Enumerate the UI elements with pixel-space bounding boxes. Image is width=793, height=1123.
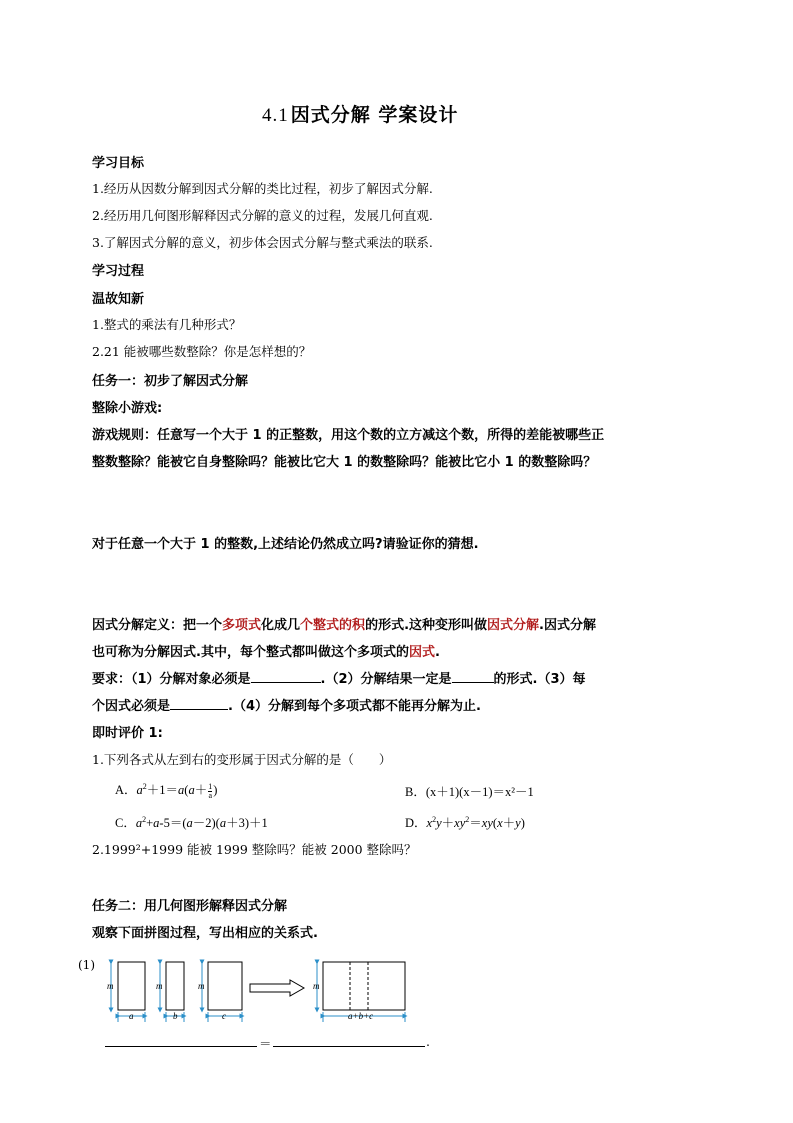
label-m: m [156, 981, 163, 991]
def-highlight-polynomial: 多项式 [222, 618, 262, 633]
option-label: B． [405, 785, 426, 799]
definition-line1 [92, 614, 596, 633]
title-number: 4.1 [262, 105, 289, 126]
req-text: 的形式.（3）每 [493, 672, 586, 687]
equals-sign: ＝ [259, 1036, 272, 1051]
def-text: 因式分解定义：把一个 [92, 618, 223, 633]
review-item: 1.整式的乘法有几种形式？ [92, 317, 242, 332]
review-heading: 温故知新 [92, 292, 145, 307]
label-m: m [198, 981, 205, 991]
end-dot: . [426, 1034, 430, 1049]
answer-line-right[interactable] [273, 1046, 425, 1047]
task1-heading: 任务一：初步了解因式分解 [92, 374, 249, 389]
figure-label: (1) [78, 958, 95, 972]
answer-blank[interactable] [251, 670, 321, 683]
task2-instruction: 观察下面拼图过程，写出相应的关系式. [92, 926, 318, 941]
eval1-question1: 1.下列各式从左到右的变形属于因式分解的是（ ） [92, 752, 392, 767]
option-d[interactable]: D．$x^2y+xy^2=xy(x+y)$ [405, 814, 525, 830]
def-text: . [434, 645, 440, 660]
def-highlight-factorization: 因式分解 [487, 618, 540, 633]
def-highlight-product: 个整式的积 [300, 618, 366, 633]
req-text: .（4）分解到每个多项式都不能再分解为止. [228, 699, 481, 714]
process-heading: 学习过程 [92, 264, 145, 279]
def-text: .因式分解 [539, 618, 596, 633]
review-item: 2.21 能被哪些数整除？你是怎样想的？ [92, 344, 312, 359]
def-text: 化成几 [261, 618, 301, 633]
goal-item: 2.经历用几何图形解释因式分解的意义的过程，发展几何直观. [92, 208, 433, 223]
def-highlight-factor: 因式 [408, 645, 435, 660]
goal-item: 1.经历从因数分解到因式分解的类比过程，初步了解因式分解. [92, 181, 433, 196]
requirements-line2 [92, 695, 481, 714]
label-m: m [313, 981, 320, 991]
answer-blank[interactable] [170, 697, 228, 710]
label-c: c [222, 1011, 226, 1021]
option-label: C． [115, 816, 136, 830]
label-a: a [129, 1011, 134, 1021]
option-label: D． [405, 816, 427, 830]
req-text: 要求：（1）分解对象必须是 [92, 672, 251, 687]
task1-question: 对于任意一个大于 1 的整数,上述结论仍然成立吗?请验证你的猜想. [92, 537, 479, 552]
req-text: 个因式必须是 [92, 699, 171, 714]
option-b-text: (x＋1)(x－1)＝x²－1 [425, 785, 534, 799]
definition-line2 [92, 641, 440, 660]
label-b: b [173, 1011, 178, 1021]
label-m: m [107, 981, 114, 991]
title-text: 因式分解 学案设计 [290, 104, 459, 126]
option-c[interactable]: C．$a^2+a-5=(a-2)(a+3)+1$ [115, 814, 268, 830]
goal-item: 3.了解因式分解的意义，初步体会因式分解与整式乘法的联系. [92, 235, 433, 250]
goals-heading: 学习目标 [92, 156, 145, 171]
requirements-line1 [92, 668, 586, 687]
label-sum: a+b+c [348, 1011, 374, 1021]
game-heading: 整除小游戏: [92, 401, 163, 416]
answer-line-left[interactable] [105, 1046, 257, 1047]
page-title [262, 100, 458, 127]
option-label: A． [115, 783, 137, 797]
answer-blank[interactable] [452, 670, 494, 683]
game-rule-line2: 整数整除？能被它自身整除吗？能被比它大 1 的数整除吗？能被比它小 1 的数整除吗？ [92, 455, 597, 470]
def-text: 也可称为分解因式.其中，每个整式都叫做这个多项式的 [92, 645, 409, 660]
option-a[interactable]: A．$a^2+1=a(a+$ $\frac{1}{a}$ ) [115, 781, 218, 800]
eval1-heading: 即时评价 1: [92, 726, 163, 741]
option-b[interactable] [405, 782, 534, 800]
game-rule-line1: 游戏规则：任意写一个大于 1 的正整数，用这个数的立方减这个数，所得的差能被哪些正 [92, 428, 605, 443]
eval1-question2: 2.1999²+1999 能被 1999 整除吗？能被 2000 整除吗？ [92, 842, 417, 857]
def-text: 的形式.这种变形叫做 [365, 618, 488, 633]
task2-heading: 任务二：用几何图形解释因式分解 [92, 899, 288, 914]
tiling-figure [98, 952, 418, 1032]
req-text: .（2）分解结果一定是 [320, 672, 452, 687]
